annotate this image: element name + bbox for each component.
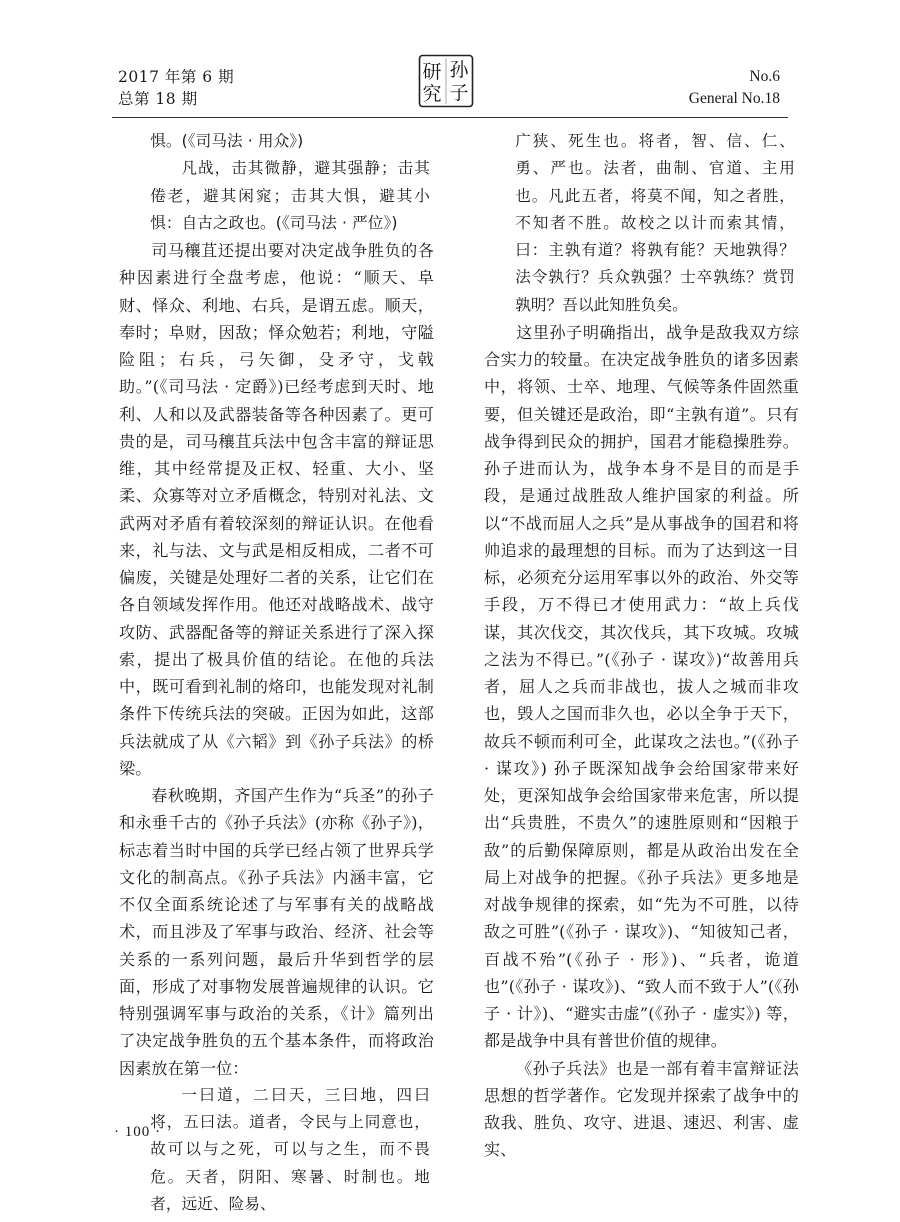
logo-char: 究 (422, 83, 442, 105)
general-number-en: General No.18 (688, 90, 780, 107)
issue-number-cn: 2017 年第 6 期 (118, 68, 235, 86)
right-column (484, 128, 799, 1164)
left-column (119, 128, 434, 1218)
issue-info-chinese (118, 66, 234, 110)
issue-number-en: No.6 (749, 68, 780, 85)
block-quote-continued: 惧。(《司马法 · 用众》) (150, 132, 304, 150)
journal-logo (418, 54, 474, 108)
logo-char: 研 (422, 61, 442, 83)
body-paragraph: 春秋晚期，齐国产生作为“兵圣”的孙子和永垂千古的《孙子兵法》(亦称《孙子》)，标志着当时中国的兵学已经占领了世界兵学文化的制高点。《孙子兵法》内涵丰富，它不仅全面系统论述了与军事有关的战略战术，而且涉及了军事与政治、经济、社会等关系的一系列问题，最后升华到哲学的层面，形成了对事物发展普遍规律的认识。它特别强调军事与政治的关系，《计》篇列出了决定战争胜负的五个基本条件，而将政治因素放在第一位： (119, 786, 434, 1078)
block-quote: 凡战，击其微静，避其强静；击其倦老，避其闲窕；击其大惧，避其小惧：自古之政也。(《司马法 · 严位》) (150, 159, 430, 232)
logo-char: 子 (449, 82, 469, 104)
body-paragraph: 司马穰苴还提出要对决定战争胜负的各种因素进行全盘考虑，他说：“顺天、阜财、怿众、利地、右兵，是谓五虑。顺天，奉时；阜财，因敌；怿众勉若；利地，守隘险阻；右兵，弓矢御，殳矛守，戈戟助。”(《司马法 · 定爵》)已经考虑到天时、地利、人和以及武器装备等各种因素了。更可贵的是，司马穰苴兵法中包含丰富的辩证思维，其中经常提及正权、轻重、大小、坚柔、众寡等对立矛盾概念，特别对礼法、文武两对矛盾有着较深刻的辩证认识。在他看来，礼与法、文与武是相反相成，二者不可偏废，关键是处理好二者的关系，让它们在各自领域发挥作用。他还对战略战术、战守攻防、武器配备等的辩证关系进行了深入探索，提出了极具价值的结论。在他的兵法中，既可看到礼制的烙印，也能发现对礼制条件下传统兵法的突破。正因为如此，这部兵法就成了从《六韬》到《孙子兵法》的桥梁。 (119, 241, 434, 778)
logo-char: 孙 (449, 59, 469, 81)
page-number: · 100 · (114, 1124, 161, 1140)
block-quote: 一曰道，二曰天，三曰地，四曰将，五曰法。道者，令民与上同意也，故可以与之死，可以与之生，而不畏危。天者，阴阳、寒暑、时制也。地者，远近、险易、 (150, 1085, 430, 1213)
header-divider (112, 117, 788, 118)
issue-info-english (689, 66, 780, 110)
body-paragraph: 《孙子兵法》也是一部有着丰富辩证法思想的哲学著作。它发现并探索了战争中的敌我、胜负、攻守、进退、速迟、利害、虚实、 (484, 1058, 799, 1160)
general-number-cn: 总第 18 期 (118, 90, 198, 108)
body-paragraph: 这里孙子明确指出，战争是敌我双方综合实力的较量。在决定战争胜负的诸多因素中，将领、士卒、地理、气候等条件固然重要，但关键还是政治，即“主孰有道”。只有战争得到民众的拥护，国君才能稳操胜券。孙子进而认为，战争本身不是目的而是手段，是通过战胜敌人维护国家的利益。所以“不战而屈人之兵”是从事战争的国君和将帅追求的最理想的目标。而为了达到这一目标，必须充分运用军事以外的政治、外交等手段，万不得已才使用武力：“故上兵伐谋，其次伐交，其次伐兵，其下攻城。攻城之法为不得已。”(《孙子 · 谋攻》)“故善用兵者，屈人之兵而非战也，拔人之城而非攻也，毁人之国而非久也，必以全争于天下，故兵不顿而利可全，此谋攻之法也。”(《孙子 · 谋攻》) 孙子既深知战争会给国家带来好处，更深知战争会给国家带来危害，所以提出“兵贵胜，不贵久”的速胜原则和“因粮于敌”的后勤保障原则，都是从政治出发在全局上对战争的把握。《孙子兵法》更多地是对战争规律的探索，如“先为不可胜，以待敌之可胜”(《孙子 · 谋攻》)、“知彼知己者，百战不殆”(《孙子 · 形》)、“兵者，诡道也”(《孙子 · 谋攻》)、“致人而不致于人”(《孙子 · 计》)、“避实击虚”(《孙子 · 虚实》) 等，都是战争中具有普世价值的规律。 (484, 322, 799, 1051)
block-quote-continued: 广狭、死生也。将者，智、信、仁、勇、严也。法者，曲制、官道、主用也。凡此五者，将莫不闻，知之者胜，不知者不胜。故校之以计而索其情，曰：主孰有道？将孰有能？天地孰得？法令孰行？兵众孰强？士卒孰练？赏罚孰明？吾以此知胜负矣。 (515, 132, 795, 314)
page-header (0, 0, 900, 120)
